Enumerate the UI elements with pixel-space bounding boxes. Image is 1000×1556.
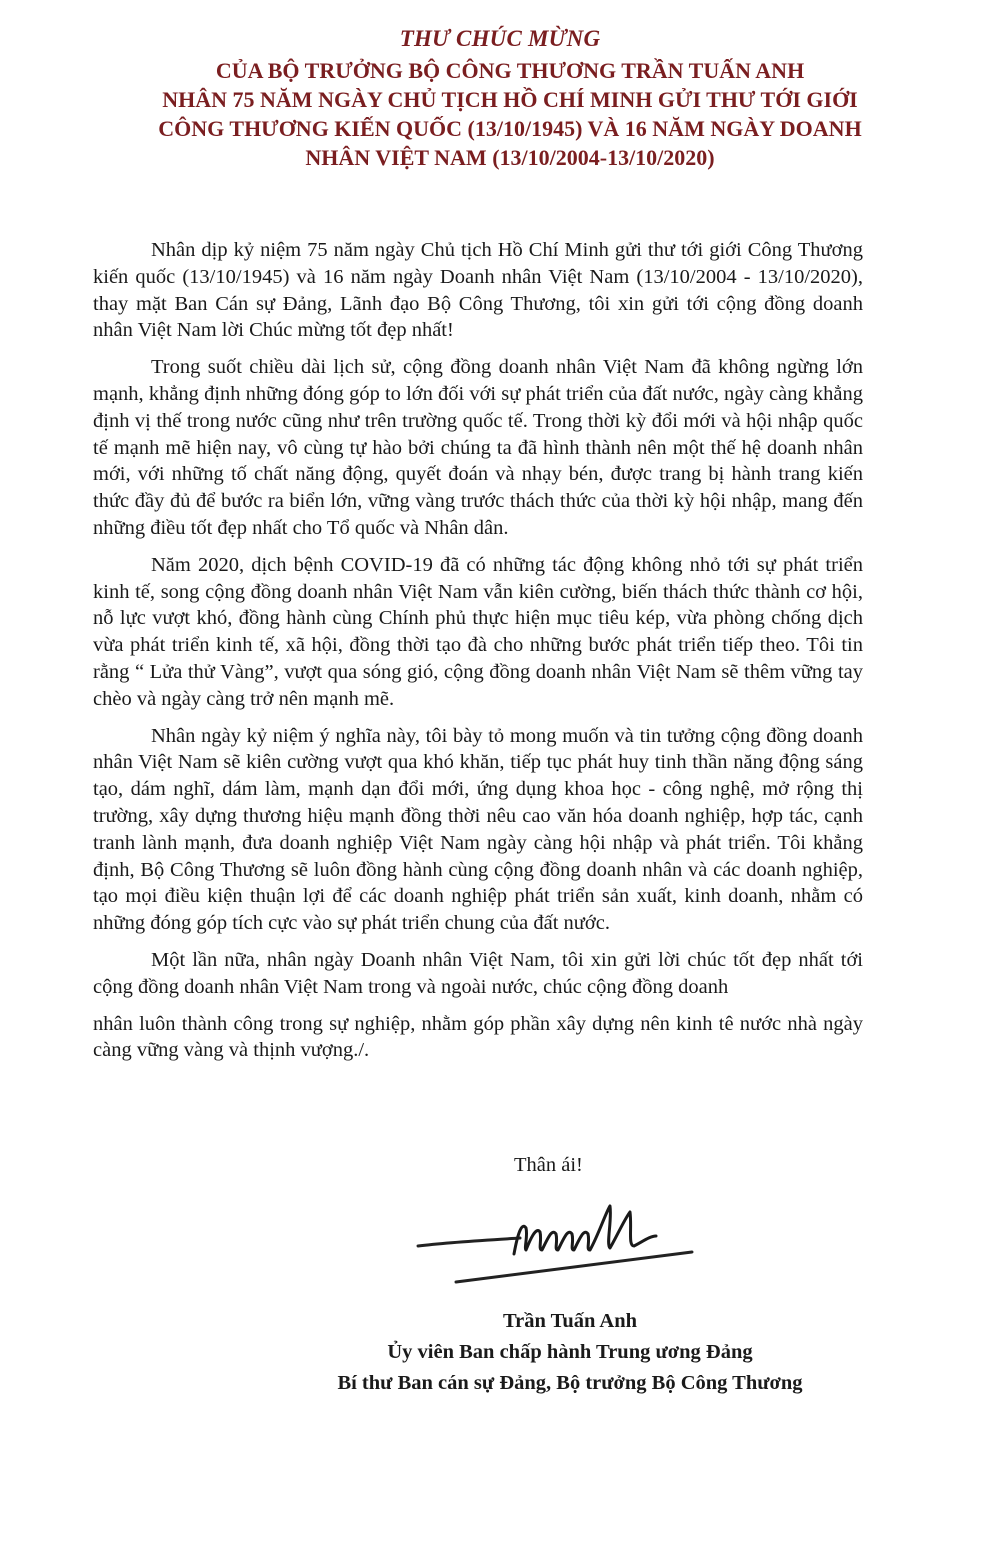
letter-heading	[110, 56, 910, 172]
paragraph-continuation: nhân luôn thành công trong sự nghiệp, nhằm góp phần xây dựng nên kinh tê nước nhà ngày càng vững vàng và thịnh vượng./.	[93, 1012, 863, 1062]
signer-position: Ủy viên Ban chấp hành Trung ương Đảng	[387, 1341, 753, 1363]
signature-image	[410, 1192, 700, 1292]
signer-name: Trần Tuấn Anh	[502, 1310, 638, 1332]
heading-line: NHÂN 75 NĂM NGÀY CHỦ TỊCH HỒ CHÍ MINH GỬI THƯ TỚI GIỚI	[162, 87, 858, 112]
signer-position: Bí thư Ban cán sự Đảng, Bộ trưởng Bộ Công Thương	[337, 1372, 803, 1394]
paragraph: Năm 2020, dịch bệnh COVID-19 đã có những tác động không nhỏ tới sự phát triển kinh tế, song cộng đồng doanh nhân Việt Nam vẫn kiên cường, biến thách thức thành cơ hội, nỗ lực vượt khó, đồng hành cùng Chính phủ thực hiện mục tiêu kép, vừa phòng chống dịch vừa phát triển kinh tế, xã hội, đồng thời tạo đà cho những bước phát triển tiếp theo. Tôi tin rằng “ Lửa thử Vàng”, vượt qua sóng gió, cộng đồng doanh nhân Việt Nam sẽ thêm vững tay chèo và ngày càng trở nên mạnh mẽ.	[93, 553, 863, 710]
paragraph: Nhân ngày kỷ niệm ý nghĩa này, tôi bày tỏ mong muốn và tin tưởng cộng đồng doanh nhân Việt Nam sẽ kiên cường vượt qua khó khăn, tiếp tục phát huy tinh thần năng động sáng tạo, dám nghĩ, dám làm, mạnh dạn đổi mới, ứng dụng khoa học - công nghệ, mở rộng thị trường, xây dựng thương hiệu mạnh đồng thời nêu cao văn hóa doanh nghiệp, hợp tác, cạnh tranh lành mạnh, đưa doanh nghiệp Việt Nam ngày càng hội nhập và phát triển. Tôi khẳng định, Bộ Công Thương sẽ luôn đồng hành cùng cộng đồng doanh nhân và các doanh nghiệp, tạo mọi điều kiện thuận lợi để các doanh nghiệp phát triển sản xuất, kinh doanh, nhằm có những đóng góp tích cực vào sự phát triển chung của đất nước.	[93, 724, 863, 935]
signer-block	[240, 1306, 900, 1399]
paragraph: Nhân dịp kỷ niệm 75 năm ngày Chủ tịch Hồ Chí Minh gửi thư tới giới Công Thương kiến quốc (13/10/1945) và 16 năm ngày Doanh nhân Việt Nam (13/10/2004 - 13/10/2020), thay mặt Ban Cán sự Đảng, Lãnh đạo Bộ Công Thương, tôi xin gửi tới cộng đồng doanh nhân Việt Nam lời Chúc mừng tốt đẹp nhất!	[93, 239, 863, 342]
letter-body	[93, 237, 863, 1074]
heading-line: CÔNG THƯƠNG KIẾN QUỐC (13/10/1945) VÀ 16 NĂM NGÀY DOANH	[158, 116, 862, 141]
paragraph: Một lần nữa, nhân ngày Doanh nhân Việt Nam, tôi xin gửi lời chúc tốt đẹp nhất tới cộng đồng doanh nhân Việt Nam trong và ngoài nước, chúc cộng đồng doanh	[93, 948, 863, 998]
heading-line: NHÂN VIỆT NAM (13/10/2004-13/10/2020)	[305, 145, 715, 170]
closing-greeting: Thân ái!	[514, 1154, 583, 1176]
heading-line: CỦA BỘ TRƯỞNG BỘ CÔNG THƯƠNG TRẦN TUẤN ANH	[215, 58, 805, 83]
paragraph: Trong suốt chiều dài lịch sử, cộng đồng doanh nhân Việt Nam đã không ngừng lớn mạnh, khẳng định những đóng góp to lớn đối với sự phát triển của đất nước, ngày càng khẳng định vị thế trong nước cũng như trên trường quốc tế. Trong thời kỳ đổi mới và hội nhập quốc tế mạnh mẽ hiện nay, vô cùng tự hào bởi chúng ta đã hình thành nên một thế hệ doanh nhân mới, với những tố chất năng động, quyết đoán và nhạy bén, được trang bị hành trang kiến thức đầy đủ để bước ra biển lớn, vững vàng trước thách thức của thời kỳ hội nhập, mang đến những điều tốt đẹp nhất cho Tổ quốc và Nhân dân.	[93, 356, 863, 539]
letter-title: THƯ CHÚC MỪNG	[399, 26, 601, 51]
